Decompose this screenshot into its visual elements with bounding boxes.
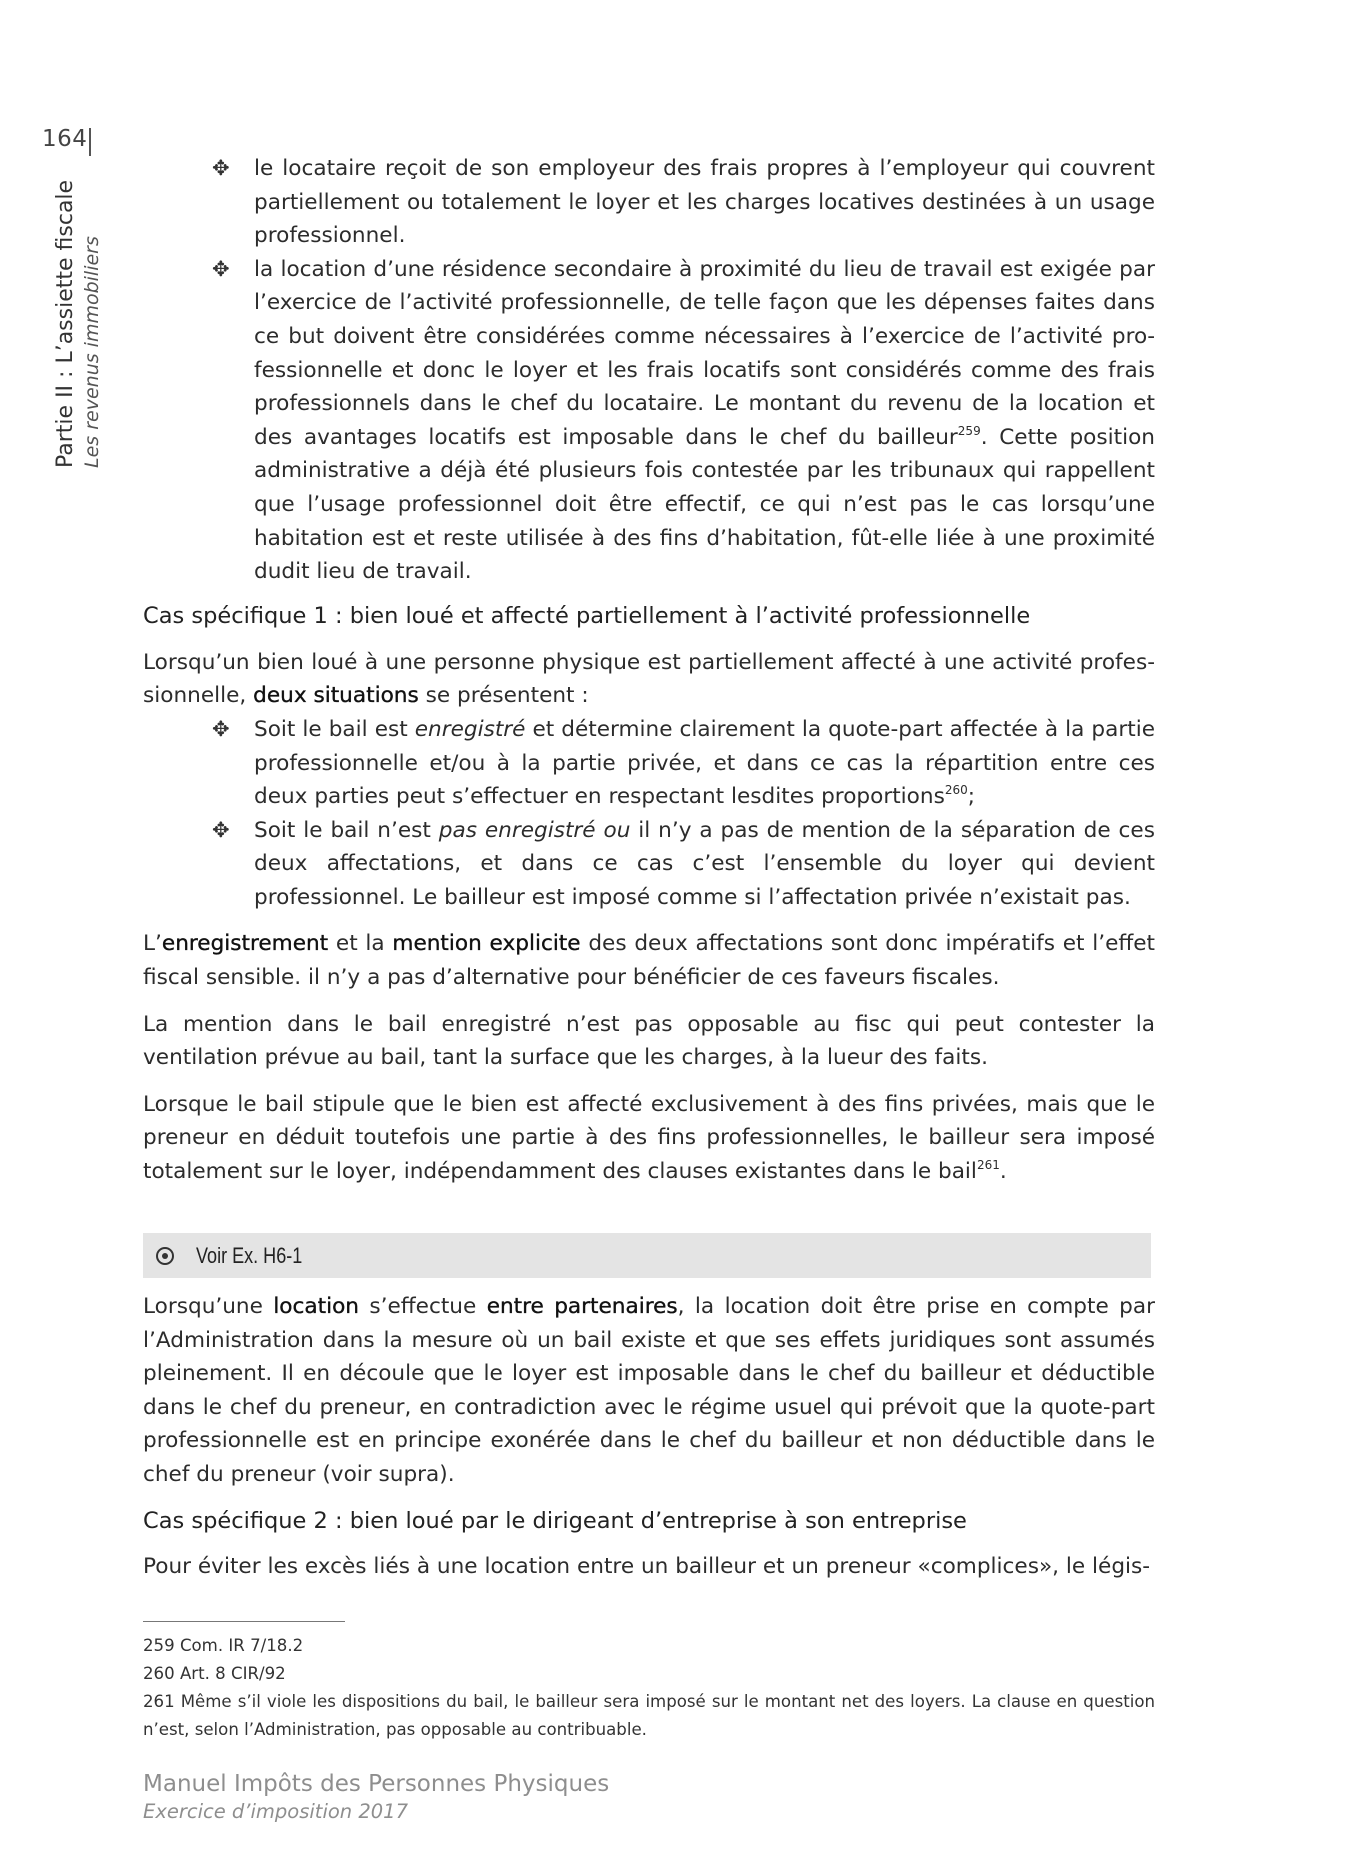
bullet-text: . Cette position administrative a déjà été plusieurs fois contestée par les tribunaux qui rappellent que l’usage professionnel doit être effectif, ce qui n’est pas le cas lorsqu’une habitation est et reste utilisée à des fins d’habitation, fût-elle liée à une proximité dudit lieu de travail. [254, 424, 1155, 585]
list-item [143, 152, 1155, 253]
paragraph: Lorsque le bail stipule que le bien est affecté exclusivement à des fins privées, mais que le preneur en déduit toutefois une partie à des fins professionnelles, le bailleur sera imposé totalement sur le loyer, indépendamment des clauses existantes dans le bail$^{261}$. [143, 1091, 1155, 1185]
running-header [52, 168, 104, 468]
page-number: 164 [42, 126, 88, 152]
list-item: ✥ Soit le bail n’est pas enregistré ou il n’y a pas de mention de la séparation de ces deux affectations, et dans ce cas c’est l’ensemble du loyer qui devient professionnel. Le bailleur est imposé comme si l’affectation privée n’existait pas. [143, 814, 1155, 915]
bullet-list-2 [143, 713, 1155, 915]
bullet-text: la location d’une résidence secondaire à proximité du lieu de travail est exigée par l’exercice de l’activité professionnelle, de telle façon que les dépenses faites dans ce but doivent être considérées comme nécessaires à l’exercice de l’activité professionnelle et donc le loyer et les frais locatifs sont considérés comme des frais professionnels dans le chef du locataire. Le montant du revenu de la location et des avantages locatifs est imposable dans le chef du bailleur [254, 256, 1155, 450]
example-reference-box[interactable] [143, 1233, 1151, 1278]
list-item: ✥ Soit le bail est enregistré et détermine clairement la quote-part affectée à la partie professionnelle et/ou à la partie privée, et dans ce cas la répartition entre ces deux parties peut s’effectuer en respectant lesdites proportions$^{260}$; [143, 713, 1155, 814]
paragraph: L’enregistrement et la mention explicite des deux affectations sont donc impératifs et l’effet fiscal sensible. il n’y a pas d’alternative pour bénéficier de ces faveurs fiscales. [143, 931, 1156, 991]
paragraph: La mention dans le bail enregistré n’est pas opposable au fisc qui peut contester la ventilation prévue au bail, tant la surface que les charges, à la lueur des faits. [143, 1011, 1155, 1071]
four-diamond-bullet-icon: ✥ [212, 156, 230, 180]
main-content [143, 152, 1155, 1189]
four-diamond-bullet-icon: ✥ [212, 256, 230, 281]
bullet-text: le locataire reçoit de son employeur des frais propres à l’employeur qui couvrent partiellement ou totalement le loyer et les charges locatives destinées à un usage professionnel. [254, 156, 1155, 249]
emphasis: location [273, 1294, 359, 1319]
page-number-divider [89, 128, 91, 156]
footnote-ref-259[interactable]: 259 [957, 423, 981, 438]
list-item [143, 253, 1155, 589]
emphasis-italic: enregistré [414, 716, 526, 742]
section-heading-1: Cas spécifique 1 : bien loué et affecté partiellement à l’activité professionnelle [143, 602, 1031, 629]
book-title: Manuel Impôts des Personnes Physiques [143, 1771, 610, 1797]
emphasis-italic: pas enregistré ou [438, 817, 631, 843]
emphasis: enregistrement [161, 931, 329, 957]
target-icon [156, 1247, 174, 1265]
paragraph: Lorsqu’un bien loué à une personne physique est partiellement affecté à une activité professionnelle, deux situations se présentent : [143, 649, 1155, 709]
tax-year: Exercice d’imposition 2017 [143, 1800, 408, 1823]
example-reference-label: Voir Ex. H6-1 [196, 1242, 303, 1268]
paragraph: Pour éviter les excès liés à une location entre un bailleur et un preneur «complices», le légis- [143, 1553, 1151, 1579]
footnote-ref-260[interactable]: 260 [944, 783, 968, 798]
main-content-continued [143, 1290, 1155, 1583]
footnote-261: 261 Même s’il viole les dispositions du bail, le bailleur sera imposé sur le montant net des loyers. La clause en question n’est, selon l’Administration, pas opposable au contribuable. [143, 1692, 1155, 1739]
footnote-ref-261[interactable]: 261 [976, 1158, 1000, 1173]
four-diamond-bullet-icon: ✥ [212, 817, 230, 842]
part-subtitle: Les revenus immobiliers [81, 236, 103, 468]
emphasis: mention explicite [392, 931, 581, 957]
footnote-divider [143, 1621, 345, 1622]
paragraph: Lorsqu’une location s’effectue entre partenaires, la location doit être prise en compte par l’Administration dans la mesure où un bail existe et que ses effets juridiques sont assumés pleinement. Il en découle que le loyer est imposable dans le chef du bailleur et déductible dans le chef du preneur, en contradiction avec le régime usuel qui prévoit que la quote-part professionnelle est en principe exonérée dans le chef du bailleur et non déductible dans le chef du preneur (voir supra). [143, 1294, 1155, 1487]
footnotes [143, 1632, 1155, 1744]
page-footer [143, 1770, 609, 1825]
footnote-259: 259 Com. IR 7/18.2 [143, 1636, 304, 1655]
four-diamond-bullet-icon: ✥ [212, 716, 230, 741]
part-title: Partie II : L’assiette fiscale [53, 179, 78, 468]
footnote-260: 260 Art. 8 CIR/92 [143, 1664, 286, 1683]
bullet-list-1 [143, 152, 1155, 589]
section-heading-2: Cas spécifique 2 : bien loué par le dirigeant d’entreprise à son entreprise [143, 1507, 967, 1534]
emphasis: deux situations [253, 683, 419, 709]
emphasis: entre partenaires [486, 1294, 678, 1319]
